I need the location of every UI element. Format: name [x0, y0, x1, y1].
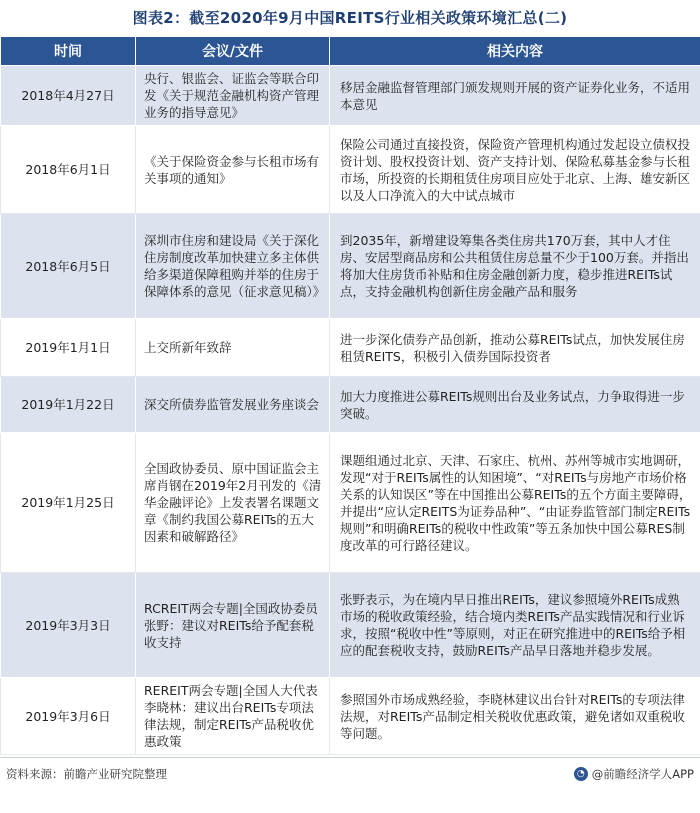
row-content: 加大力度推进公募REITs规则出台及业务试点，力争取得进一步突破。: [330, 377, 700, 433]
row-document: REREIT两会专题|全国人大代表李晓林：建议出台REITs专项法律法规，制定REITs产品税收优惠政策: [136, 678, 330, 755]
row-date: 2019年1月25日: [1, 433, 136, 573]
row-content: 保险公司通过直接投资，保险资产管理机构通过发起设立债权投资计划、股权投资计划、资产支持计划、保险私募基金参与长租市场，所投资的长期租赁住房项目应处于北京、上海、雄安新区以及人口净流入的大中试点城市: [330, 126, 700, 214]
row-document: 上交所新年致辞: [136, 319, 330, 377]
row-date: 2018年6月1日: [1, 126, 136, 214]
header-time: 时间: [1, 37, 136, 66]
brand: [574, 766, 694, 782]
row-date: 2019年3月3日: [1, 573, 136, 678]
qianzhan-logo-icon: ◔: [574, 767, 588, 781]
policy-table: [0, 36, 700, 755]
header-document: 会议/文件: [136, 37, 330, 66]
row-document: 央行、银监会、证监会等联合印发《关于规范金融机构资产管理业务的指导意见》: [136, 66, 330, 126]
row-date: 2019年3月6日: [1, 678, 136, 755]
row-content: 进一步深化债券产品创新，推动公募REITs试点，加快发展住房租赁REITS，积极引入债券国际投资者: [330, 319, 700, 377]
brand-label: @前瞻经济学人APP: [591, 767, 694, 781]
table-row: [1, 319, 700, 377]
row-date: 2019年1月1日: [1, 319, 136, 377]
table-row: [1, 433, 700, 573]
table-header-row: [1, 37, 700, 66]
page-title: 图表2：截至2020年9月中国REITS行业相关政策环境汇总(二): [132, 9, 568, 27]
row-date: 2018年6月5日: [1, 214, 136, 319]
footer: [0, 757, 700, 790]
row-document: 全国政协委员、原中国证监会主席肖钢在2019年2月刊发的《清华金融评论》上发表署名课题文章《制约我国公募REITs的五大因素和破解路径》: [136, 433, 330, 573]
row-date: 2018年4月27日: [1, 66, 136, 126]
table-row: [1, 377, 700, 433]
table-row: [1, 126, 700, 214]
row-document: 深交所债券监管发展业务座谈会: [136, 377, 330, 433]
row-content: 移居金融监督管理部门颁发规则开展的资产证券化业务，不适用本意见: [330, 66, 700, 126]
row-content: 参照国外市场成熟经验，李晓林建议出台针对REITs的专项法律法规，对REITs产品制定相关税收优惠政策，避免诸如双重税收等问题。: [330, 678, 700, 755]
table-row: [1, 573, 700, 678]
row-date: 2019年1月22日: [1, 377, 136, 433]
source-note: 资料来源：前瞻产业研究院整理: [6, 767, 167, 781]
row-content: 到2035年，新增建设筹集各类住房共170万套，其中人才住房、安居型商品房和公共租赁住房总量不少于100万套。并指出将加大住房货币补贴和住房金融创新力度，稳步推进REITs试点，支持金融机构创新住房金融产品和服务: [330, 214, 700, 319]
row-document: 深圳市住房和建设局《关于深化住房制度改革加快建立多主体供给多渠道保障租购并举的住房于保障体系的意见（征求意见稿）》: [136, 214, 330, 319]
header-content: 相关内容: [330, 37, 700, 66]
row-document: RCREIT两会专题|全国政协委员张野：建议对REITs给予配套税收支持: [136, 573, 330, 678]
row-content: 课题组通过北京、天津、石家庄、杭州、苏州等城市实地调研，发现“对于REITs属性的认知困境”、“对REITs与房地产市场价格关系的认知误区”等在中国推出公募REITs的五个方面主要障碍，并提出“应认定REITS为证券品种”、“由证券监管部门制定REITs规则”和明确REITs的税收中性政策”等五条加快中国公募RES制度改革的可行路径建议。: [330, 433, 700, 573]
table-row: [1, 214, 700, 319]
table-row: [1, 678, 700, 755]
table-row: [1, 66, 700, 126]
row-document: 《关于保险资金参与长租市场有关事项的通知》: [136, 126, 330, 214]
row-content: 张野表示，为在境内早日推出REITs，建议参照境外REITs成熟市场的税收政策经验，结合境内类REITs产品实践情况和行业诉求，按照“税收中性”等原则，对正在研究推进中的REITs给予相应的配套税收支持，鼓励REITs产品早日落地并稳步发展。: [330, 573, 700, 678]
